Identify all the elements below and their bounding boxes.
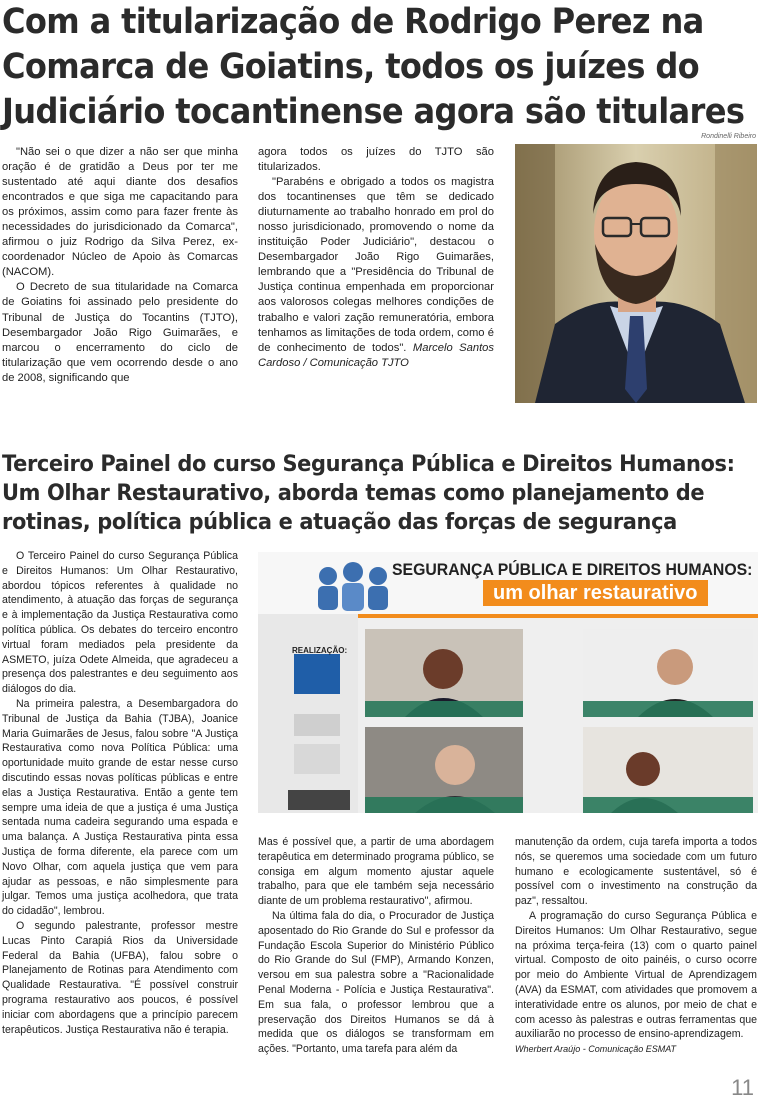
tile-name-bar <box>583 797 753 813</box>
esmat-logo <box>294 744 340 774</box>
article2-paragraph: manutenção da ordem, cuja tarefa importa a todos nós, se queremos uma sociedade com um futuro humano e ecologicamente sustentável, só é possível com o investimento na construção da paz", ressaltou. <box>515 836 757 908</box>
article2-paragraph: Na primeira palestra, a Desembargadora do Tribunal de Justiça da Bahia (TJBA), Joanice Maria Guimarães de Jesus, falou sobre "A Justiça Restaurativa como nova Política Pública: uma oportunidade muito grande de estar nesse curso discutindo essas novas políticas públicas e entre elas a Justiça Restaurativa. Então a gente tem sempre uma ideia de que a justiça é uma Justiça sentada numa cadeira segurando uma espada e uma balança. A Justiça Restaurativa pinta essa Justiça de forma diferente, ela parece com um Novo Olhar, com aquela justiça que vem para ajudar as pessoas, e não simplesmente para julgar. Temos uma justiça acolhedora, que trata do cidadão", lembrou. <box>2 697 238 918</box>
article1-headline-line3: Judiciário tocantinense agora são titulares <box>2 92 745 132</box>
video-tile-speaker2 <box>583 629 753 717</box>
article1-paragraph: O Decreto de sua titularidade na Comarca de Goiatins foi assinado pelo presidente do Tribunal de Justiça do Tocantins (TJTO), Desembargador João Rigo Guimarães, e marcou o encerramento do ciclo de titularização que vem ocorrendo desde o ano de 2008, significando que <box>2 281 238 384</box>
article2-paragraph: O Terceiro Painel do curso Segurança Pública e Direitos Humanos: Um Olhar Restaurativo, abordou tópicos referentes à qualidade no atendimento, à atuação das forças de segurança e à implementação da Justiça Restaurativa como política pública. Os debates do terceiro encontro virtual foram mediados pela presidente da ASMETO, juíza Odete Almeida, que agradeceu a presença dos palestrantes e deu seguimento aos diálogos do dia. <box>2 550 238 696</box>
article1-paragraph <box>258 175 494 371</box>
tile-name-bar <box>583 701 753 717</box>
poder-judiciario-logo <box>294 714 340 736</box>
webinar-banner-subtitle: um olhar restaurativo <box>483 580 708 606</box>
article2-column-3 <box>515 835 757 1057</box>
article1-column-2 <box>258 145 494 371</box>
video-tile-speaker3 <box>365 727 523 813</box>
article2-headline-line3: rotinas, política pública e atuação das forças de segurança <box>2 509 677 535</box>
article2-headline <box>2 450 735 537</box>
online-badge <box>288 790 350 810</box>
author-credit: Marcelo Santos Cardoso / Comunicação TJTO <box>258 341 494 369</box>
article2-headline-line2: Um Olhar Restaurativo, aborda temas como planejamento de <box>2 480 705 506</box>
page-number: 11 <box>731 1075 754 1100</box>
video-tile-speaker4 <box>583 727 753 813</box>
article1-headline-line2: Comarca de Goiatins, todos os juízes do <box>2 47 700 87</box>
portrait-illustration <box>515 144 757 403</box>
webinar-banner-title: SEGURANÇA PÚBLICA E DIREITOS HUMANOS: <box>392 560 753 579</box>
webinar-screenshot <box>258 552 758 813</box>
organizers-label: REALIZAÇÃO: <box>292 646 348 655</box>
photo-credit: Rondinelli Ribeiro <box>701 133 756 140</box>
article2-paragraph: Mas é possível que, a partir de uma abordagem terapêutica em determinado programa público, se consiga em algum momento ajustar aquele trabalho, para que ele também seja necessário diante de um problema restaurativo", afirmou. <box>258 836 494 908</box>
article1-paragraph: "Não sei o que dizer a não ser que minha oração é de gratidão a Deus por ter me sustentado até aqui diante dos desafios encontrados e que siga me capacitando para os próximos, assim como para fazer frente às necessidades do jurisdicionado da Comarca", afirmou o juiz Rodrigo da Silva Perez, ex-coordenador Núcleo de Apoio às Comarcas (NACOM). <box>2 146 238 279</box>
article1-paragraph: agora todos os juízes do TJTO são titularizados. <box>258 146 494 174</box>
webinar-banner <box>258 552 758 614</box>
tile-name-bar <box>365 701 523 717</box>
portrait-photo <box>515 144 757 403</box>
organizers-panel <box>258 614 358 813</box>
article2-column-1 <box>2 549 238 1037</box>
nupemec-logo <box>294 654 340 694</box>
article2-headline-line1: Terceiro Painel do curso Segurança Pública e Direitos Humanos: <box>2 451 735 477</box>
tile-name-bar <box>365 797 523 813</box>
article2-column-2 <box>258 835 494 1057</box>
quote-text: "Parabéns e obrigado a todos os magistra dos tocantinenses que têm se dedicado diuturnamente ao trabalho honrado em prol do nosso jurisdicionado, promovendo o nome da instituição Poder Judiciário", destacou o Desembargador João Rigo Guimarães, lembrando que a "Presidência do Tribunal de Justiça continua empenhada em proporcionar aos valorosos colegas melhores condições de trabalho e valori zação remuneratória, embora tenhamos as limitações de toda ordem, como é de conhecimento de todos". <box>258 176 494 354</box>
article2-paragraph: Na última fala do dia, o Procurador de Justiça aposentado do Rio Grande do Sul e professor da Fundação Escola Superior do Ministério Público do Rio Grande do Sul (FMP), Armando Konzen, versou em sua palestra sobre a "Racionalidade Penal Moderna - Polícia e Justiça Restaurativa". Em sua fala, o professor lembrou que a preservação dos Direitos Humanos se dá à medida que os diálogos se transformam em ações. "Portanto, uma tarefa para além da <box>258 909 494 1056</box>
article1-column-1 <box>2 145 238 386</box>
author-credit: Wherbert Araújo - Comunicação ESMAT <box>515 1044 677 1055</box>
video-tile-speaker1 <box>365 629 523 717</box>
article2-paragraph: O segundo palestrante, professor mestre Lucas Pinto Carapiá Rios da Universidade Federal da Bahia (UFBA), falou sobre o Planejamento de Rotinas para Atendimento com Qualidade Restaurativa. "É possível construir programa restaurativo aos poucos, é possível iniciar com abordagens que a princípio parecem terapêuticos. Justiça Restaurativa não é terapia. <box>2 919 238 1036</box>
article1-headline-line1: Com a titularização de Rodrigo Perez na <box>2 2 704 42</box>
article1-headline <box>2 0 745 135</box>
article2-paragraph: A programação do curso Segurança Pública e Direitos Humanos: Um Olhar Restaurativo, segue na próxima terça-feira (13) com o quarto painel virtual. Composto de oito painéis, o curso ocorre por meio do Ambiente Virtual de Aprendizagem (AVA) da ESMAT, com atividades que promovem a interatividade entre os alunos, por meio de chat e com acesso às palestras e outras ferramentas que auxiliarão no processo de ensino-aprendizagem. <box>515 909 757 1041</box>
